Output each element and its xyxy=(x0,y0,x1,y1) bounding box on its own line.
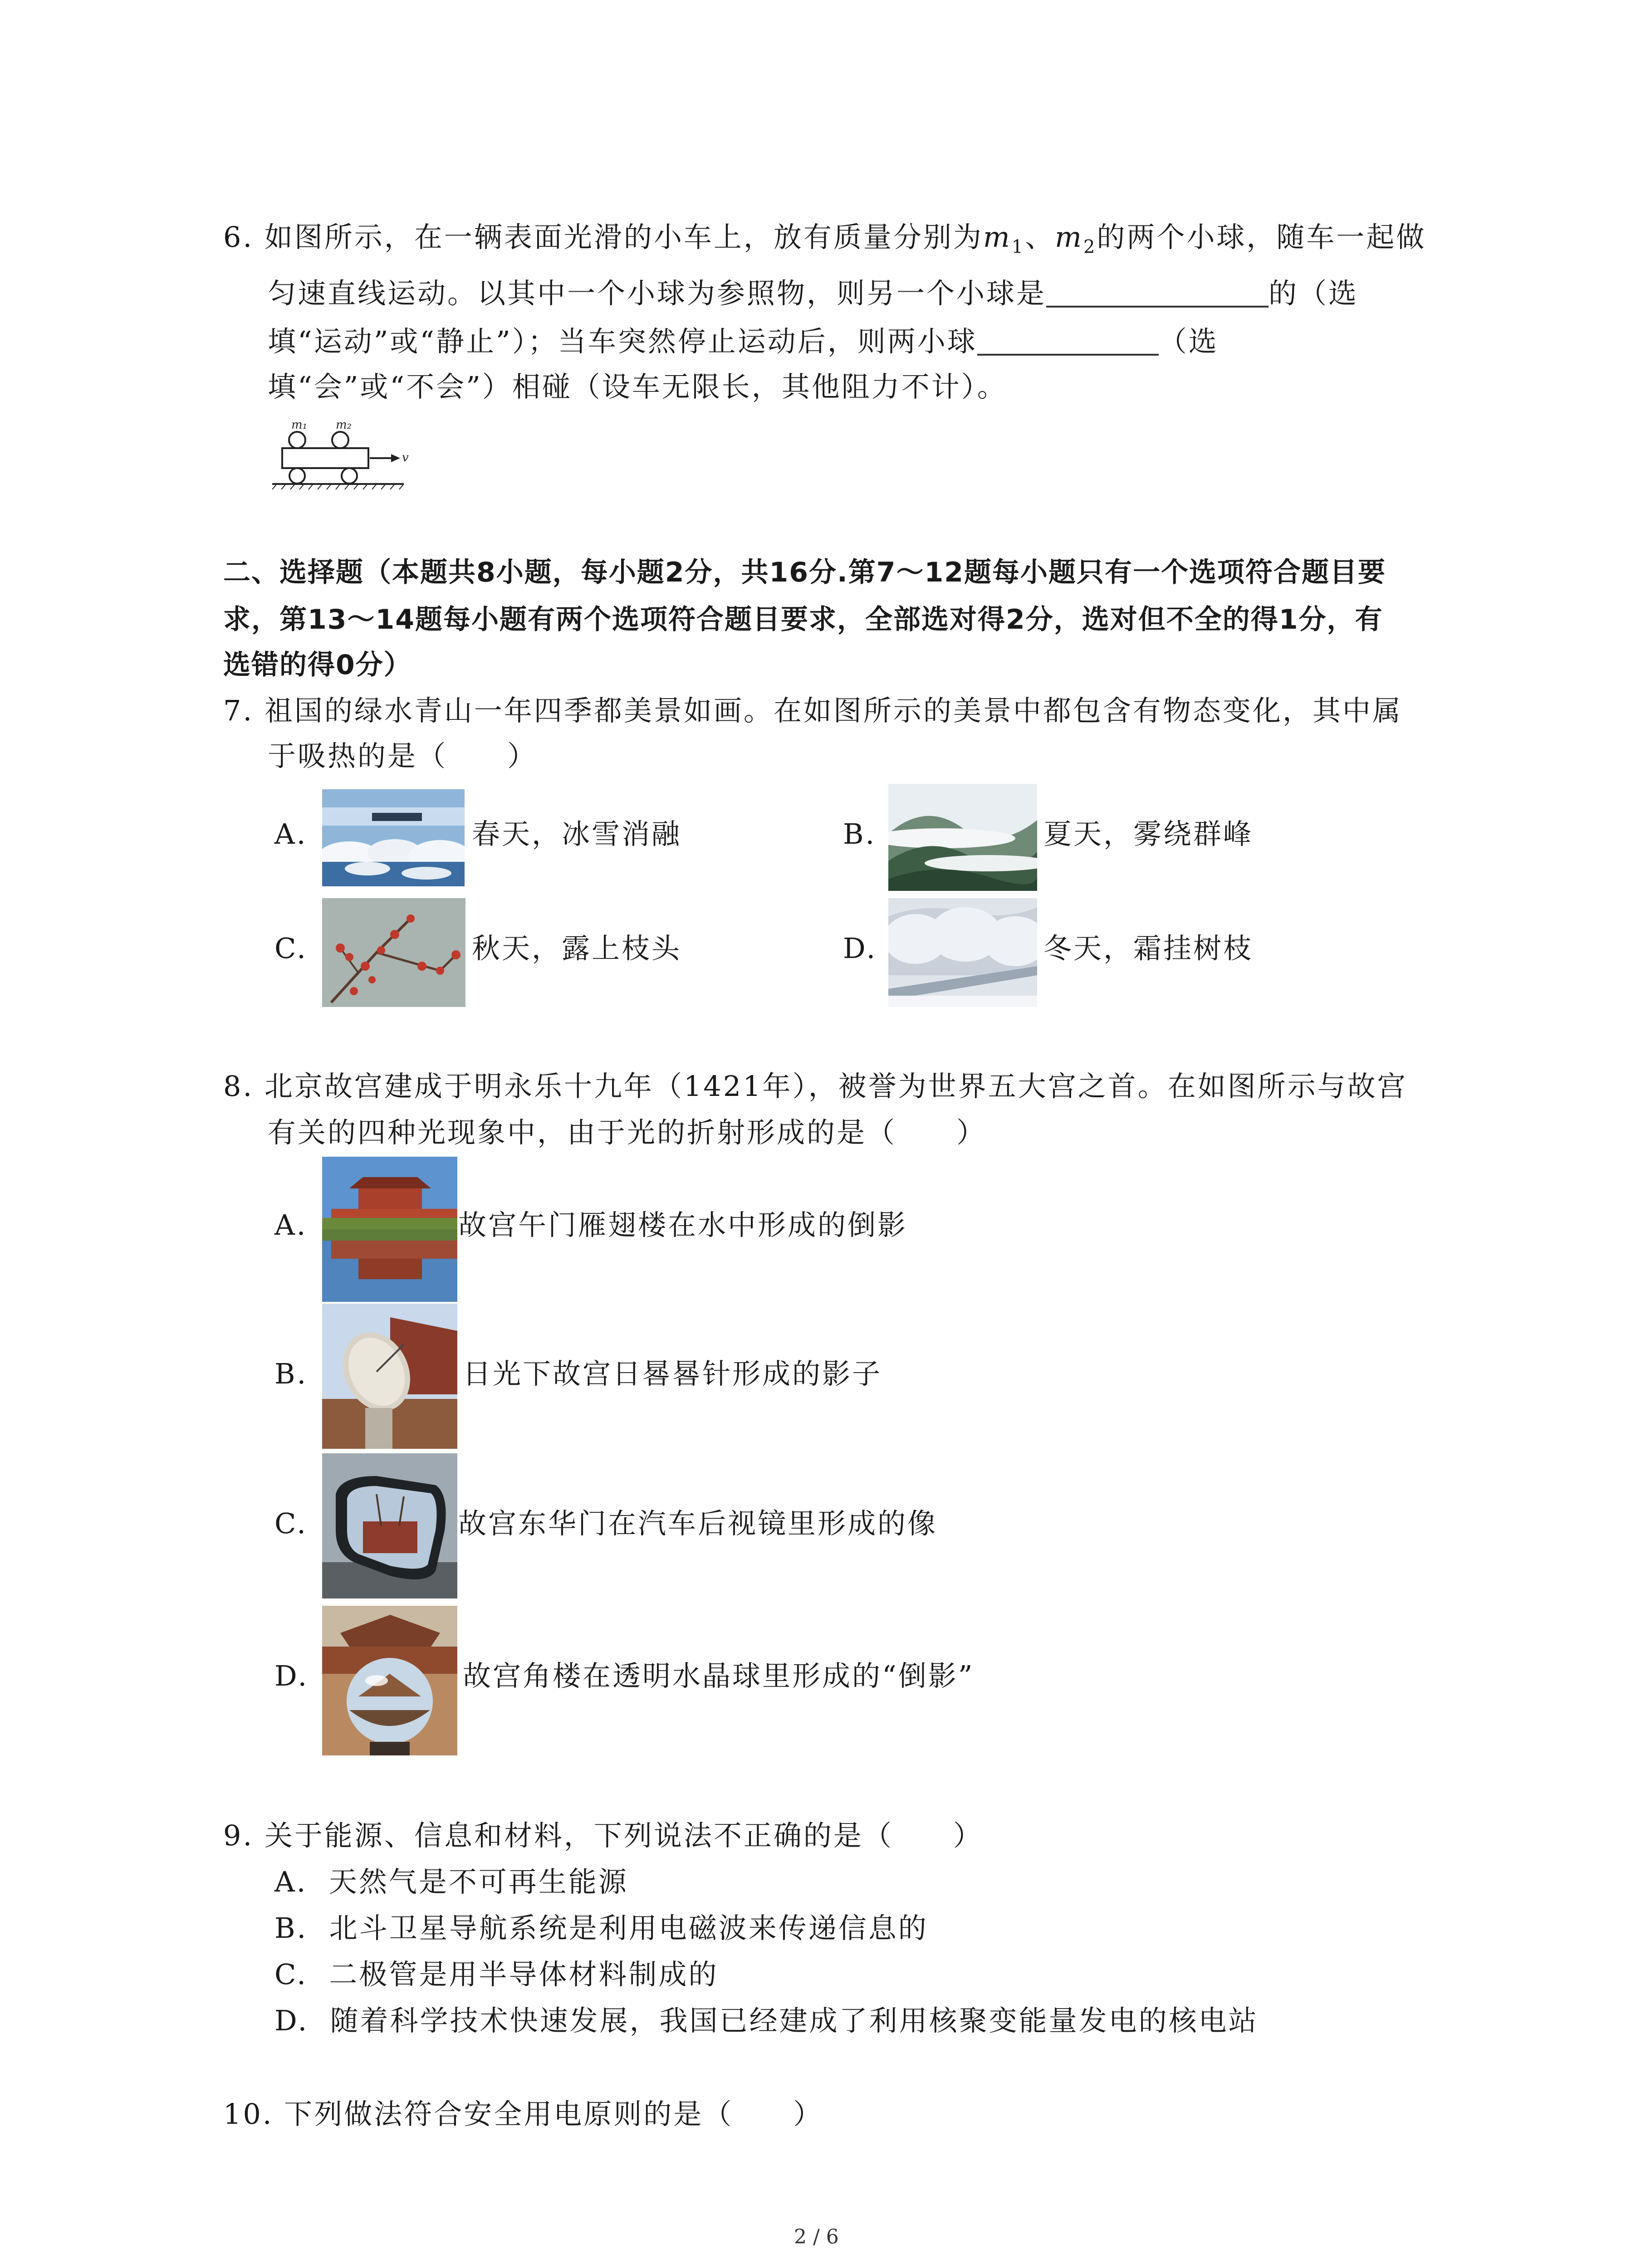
q8-option-d-text: 故宫角楼在透明水晶球里形成的“倒影” xyxy=(463,1659,975,1692)
q8-line2: 有关的四种光现象中，由于光的折射形成的是（ ） xyxy=(268,1116,987,1149)
q9-option-c[interactable]: C. 二极管是用半导体材料制成的 xyxy=(274,1958,719,1991)
ball-m2 xyxy=(332,432,348,448)
q7-option-d-image xyxy=(888,898,1037,1007)
q8-option-a-letter[interactable]: A. xyxy=(274,1208,308,1242)
q9-option-b[interactable]: B. 北斗卫星导航系统是利用电磁波来传递信息的 xyxy=(274,1911,928,1945)
q9-option-d[interactable]: D. 随着科学技术快速发展，我国已经建成了利用核聚变能量发电的核电站 xyxy=(274,2004,1259,2037)
q7-option-a-image xyxy=(322,789,465,886)
q7-option-b-letter[interactable]: B. xyxy=(843,817,877,850)
q8-option-c-text: 故宫东华门在汽车后视镜里形成的像 xyxy=(458,1507,938,1540)
q6-line3: 填“运动”或“静止”）；当车突然停止运动后，则两小球 （选 xyxy=(268,325,1219,358)
q7-option-a-letter[interactable]: A. xyxy=(274,817,308,850)
q7-option-b-text: 夏天，雾绕群峰 xyxy=(1043,817,1254,850)
section2-line2: 求，第13～14题每小题有两个选项符合题目要求，全部选对得2分，选对但不全的得1分，有 xyxy=(223,604,1383,635)
wheel-right xyxy=(342,468,357,484)
q7-line2: 于吸热的是（ ） xyxy=(268,739,538,772)
section2-line3: 选错的得0分） xyxy=(223,649,412,681)
q7-option-b-image xyxy=(888,784,1037,891)
q8-option-c-image xyxy=(322,1453,457,1598)
q7-option-c-letter[interactable]: C. xyxy=(274,932,308,965)
q8-option-a-text: 故宫午门雁翅楼在水中形成的倒影 xyxy=(458,1208,908,1242)
q8-option-b-image xyxy=(322,1304,457,1449)
q6-line2: 匀速直线运动。以其中一个小球为参照物，则另一个小球是 的（选 xyxy=(268,277,1359,310)
q8-option-d-image xyxy=(322,1606,457,1755)
section2-line1: 二、选择题（本题共8小题，每小题2分，共16分.第7～12题每小题只有一个选项符合题目要 xyxy=(223,557,1386,588)
fig-m1-label: m₁ xyxy=(291,418,308,432)
ball-m1 xyxy=(289,432,305,448)
q10-line1: 10. 下列做法符合安全用电原则的是（ ） xyxy=(223,2097,823,2131)
answer-blank-1[interactable] xyxy=(1046,278,1269,308)
q7-option-c-text: 秋天，露上枝头 xyxy=(472,932,682,965)
fig-m2-label: m₂ xyxy=(336,418,352,432)
q8-option-b-text: 日光下故宫日晷晷针形成的影子 xyxy=(463,1357,882,1390)
q8-option-c-letter[interactable]: C. xyxy=(274,1507,308,1540)
q8-option-b-letter[interactable]: B. xyxy=(274,1357,308,1390)
cart-body xyxy=(282,448,368,468)
q7-line1: 7. 祖国的绿水青山一年四季都美景如画。在如图所示的美景中都包含有物态变化，其中属 xyxy=(223,694,1402,727)
q9-option-a[interactable]: A. 天然气是不可再生能源 xyxy=(274,1865,628,1898)
q8-option-a-image xyxy=(322,1157,457,1302)
wheel-left xyxy=(289,468,305,484)
q6-line1: 6. 如图所示，在一辆表面光滑的小车上，放有质量分别为$m_1$、$m_2$的两个小球，随车一起做 xyxy=(223,220,1426,258)
q7-option-d-letter[interactable]: D. xyxy=(843,932,877,965)
answer-blank-2[interactable] xyxy=(977,326,1159,356)
m2-symbol: m xyxy=(1055,220,1083,254)
m1-symbol: m xyxy=(983,220,1012,254)
q7-option-c-image xyxy=(322,898,465,1007)
page-number: 2 / 6 xyxy=(794,2225,839,2248)
q7-option-d-text: 冬天，霜挂树枝 xyxy=(1043,932,1254,965)
q9-line1: 9. 关于能源、信息和材料，下列说法不正确的是（ ） xyxy=(223,1819,983,1852)
q6-line4: 填“会”或“不会”）相碰（设车无限长，其他阻力不计）。 xyxy=(268,370,1007,403)
q8-option-d-letter[interactable]: D. xyxy=(274,1659,309,1692)
q7-option-a-text: 春天，冰雪消融 xyxy=(472,817,682,850)
q8-line1: 8. 北京故宫建成于明永乐十九年（1421年），被誉为世界五大宫之首。在如图所示与故宫 xyxy=(223,1070,1407,1103)
fig-v-label: v xyxy=(402,451,409,464)
cart-diagram xyxy=(272,415,413,492)
